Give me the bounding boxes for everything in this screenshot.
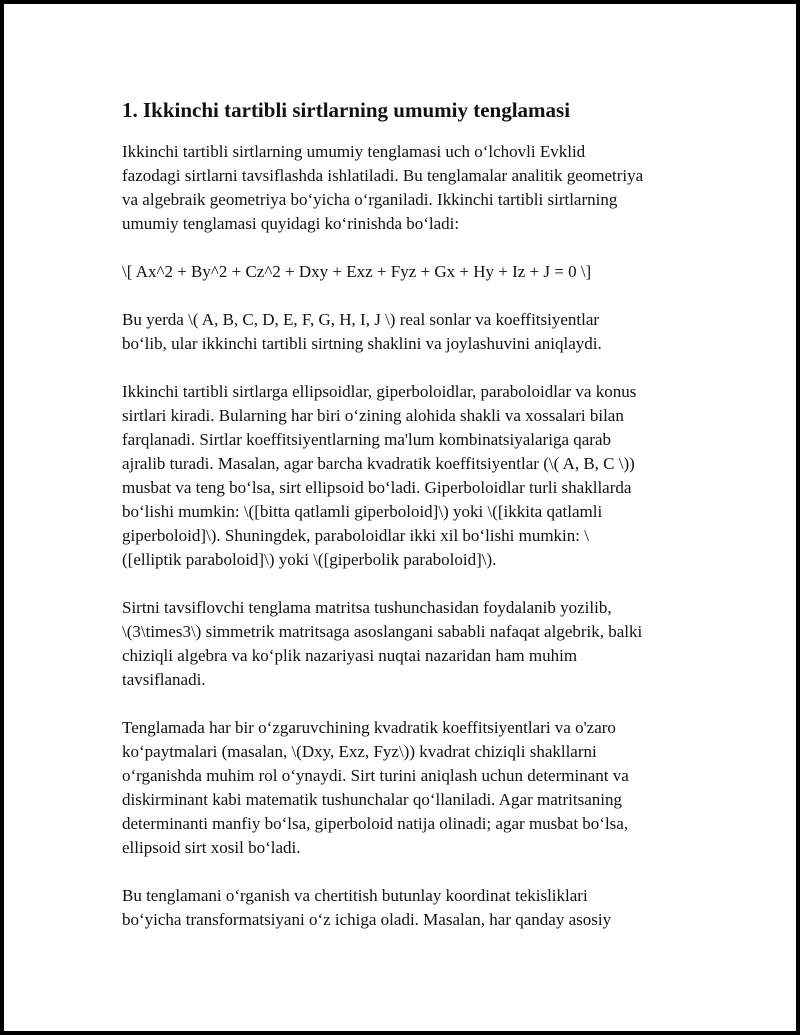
document-content xyxy=(122,96,682,956)
text-line: ellipsoid sirt xosil bo‘ladi. xyxy=(122,838,301,857)
paragraph-equation xyxy=(122,260,682,284)
text-line: bo‘yicha transformatsiyani o‘z ichiga oladi. Masalan, har qanday asosiy xyxy=(122,910,612,929)
text-line: ajralib turadi. Masalan, agar barcha kvadratik koeffitsiyentlar (\( A, B, C \)) xyxy=(122,454,635,473)
text-line: sirtlari kiradi. Bularning har biri o‘zining alohida shakli va xossalari bilan xyxy=(122,406,624,425)
text-line: \(3\times3\) simmetrik matritsaga asoslangani sababli nafaqat algebrik, balki xyxy=(122,622,643,641)
text-line: Tenglamada har bir o‘zgaruvchining kvadratik koeffitsiyentlari va o'zaro xyxy=(122,718,616,737)
text-line: Ikkinchi tartibli sirtlarga ellipsoidlar, giperboloidlar, paraboloidlar va konus xyxy=(122,382,637,401)
paragraph-determinant xyxy=(122,716,682,860)
section-heading: 1. Ikkinchi tartibli sirtlarning umumiy tenglamasi xyxy=(122,98,571,122)
text-line: diskirminant kabi matematik tushunchalar qo‘llaniladi. Agar matritsaning xyxy=(122,790,622,809)
text-line: Ikkinchi tartibli sirtlarning umumiy tenglamasi uch o‘lchovli Evklid xyxy=(122,142,586,161)
text-line: ([elliptik paraboloid]\) yoki \([giperbolik paraboloid]\). xyxy=(122,550,497,569)
text-line: fazodagi sirtlarni tavsiflashda ishlatiladi. Bu tenglamalar analitik geometriya xyxy=(122,166,644,185)
paragraph-coefficients xyxy=(122,308,682,356)
text-line: Sirtni tavsiflovchi tenglama matritsa tushunchasidan foydalanib yozilib, xyxy=(122,598,612,617)
text-line: bo‘lib, ular ikkinchi tartibli sirtning shaklini va joylashuvini aniqlaydi. xyxy=(122,334,602,353)
text-line: ko‘paytmalari (masalan, \(Dxy, Exz, Fyz\)) kvadrat chiziqli shakllarni xyxy=(122,742,597,761)
paragraph-intro xyxy=(122,140,682,236)
text-line: va algebraik geometriya bo‘yicha o‘rganiladi. Ikkinchi tartibli sirtlarning xyxy=(122,190,618,209)
text-line: umumiy tenglamasi quyidagi ko‘rinishda bo‘ladi: xyxy=(122,214,460,233)
paragraph-matrix xyxy=(122,596,682,692)
text-line: Bu yerda \( A, B, C, D, E, F, G, H, I, J \) real sonlar va koeffitsiyentlar xyxy=(122,310,600,329)
text-line: bo‘lishi mumkin: \([bitta qatlamli giperboloid]\) yoki \([ikkita qatlamli xyxy=(122,502,603,521)
text-line: Bu tenglamani o‘rganish va chertitish butunlay koordinat tekisliklari xyxy=(122,886,588,905)
paragraph-transformation xyxy=(122,884,682,932)
equation-line: \[ Ax^2 + By^2 + Cz^2 + Dxy + Exz + Fyz + Gx + Hy + Iz + J = 0 \] xyxy=(122,262,592,281)
text-line: chiziqli algebra va ko‘plik nazariyasi nuqtai nazaridan ham muhim xyxy=(122,646,578,665)
text-line: giperboloid]\). Shuningdek, paraboloidlar ikki xil bo‘lishi mumkin: \ xyxy=(122,526,589,545)
text-line: determinanti manfiy bo‘lsa, giperboloid natija olinadi; agar musbat bo‘lsa, xyxy=(122,814,629,833)
text-line: musbat va teng bo‘lsa, sirt ellipsoid bo‘ladi. Giperboloidlar turli shakllarda xyxy=(122,478,632,497)
text-line: farqlanadi. Sirtlar koeffitsiyentlarning ma'lum kombinatsiyalariga qarab xyxy=(122,430,611,449)
text-line: o‘rganishda muhim rol o‘ynaydi. Sirt turini aniqlash uchun determinant va xyxy=(122,766,629,785)
paragraph-surface-types xyxy=(122,380,682,572)
text-line: tavsiflanadi. xyxy=(122,670,206,689)
